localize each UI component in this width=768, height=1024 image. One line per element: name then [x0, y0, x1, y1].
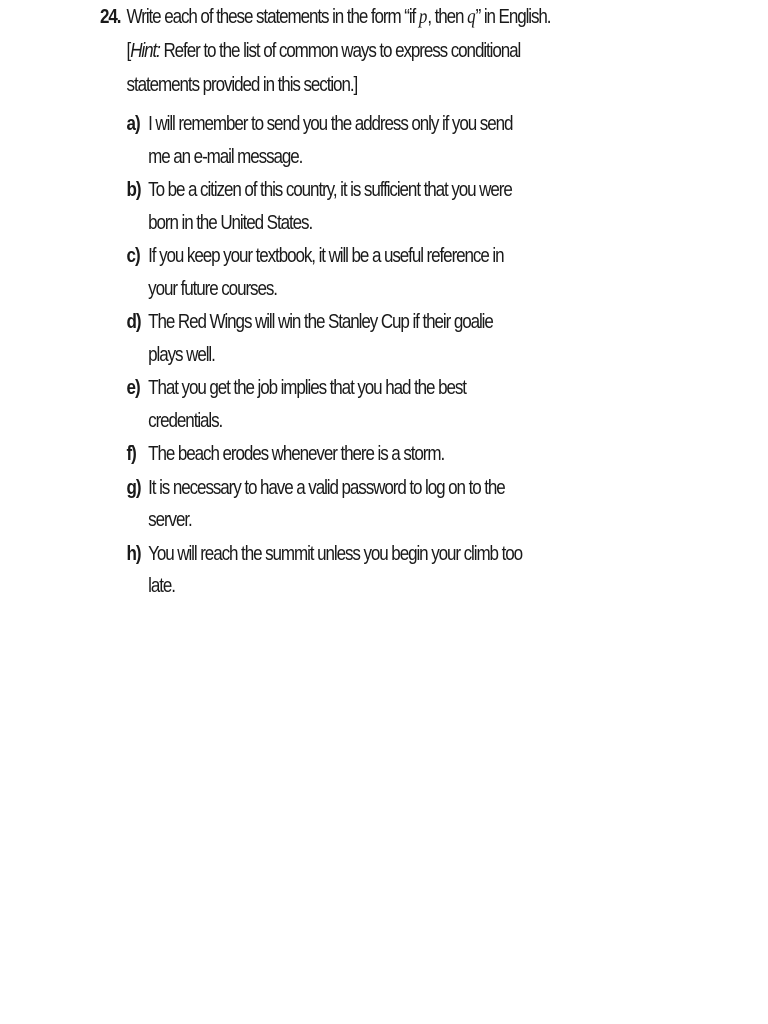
list-item: [100, 472, 527, 537]
item-label: e): [126, 376, 140, 399]
list-item: [100, 174, 527, 239]
stem-text-quote-close: ” in English. [: [126, 5, 551, 62]
item-text: The beach erodes whenever there is a storm.: [148, 442, 445, 465]
variable-q: q: [467, 6, 476, 28]
item-label: h): [126, 541, 141, 565]
item-label: f): [126, 442, 136, 465]
statement-list: [100, 108, 540, 603]
exercise-stem: [100, 0, 558, 102]
item-label: c): [126, 244, 140, 267]
item-label: b): [126, 178, 141, 201]
hint-label: Hint:: [130, 39, 160, 62]
item-text: If you keep your textbook, it will be a useful reference in your future courses.: [148, 244, 504, 300]
item-text: I will remember to send you the address only if you send me an e-mail message.: [148, 112, 513, 168]
stem-text-comma: , then: [427, 5, 468, 28]
variable-p: p: [418, 6, 428, 28]
item-text: The Red Wings will win the Stanley Cup if their goalie plays well.: [148, 310, 493, 366]
stem-text-end: Refer to the list of common ways to express conditional statements provided in this section.]: [126, 39, 521, 96]
exercise-24: [100, 0, 551, 604]
item-text: It is necessary to have a valid password to log on to the server.: [148, 475, 505, 531]
exercise-number: 24.: [100, 5, 121, 28]
item-text: That you get the job implies that you had the best credentials.: [148, 376, 466, 432]
item-label: a): [126, 112, 140, 135]
item-text: To be a citizen of this country, it is sufficient that you were born in the United States.: [148, 178, 512, 234]
stem-text-start: Write each of these statements in the form “if: [126, 5, 419, 28]
list-item: [100, 372, 527, 437]
item-label: g): [126, 475, 141, 499]
list-item: [100, 538, 527, 603]
list-item: [100, 108, 527, 173]
list-item: [100, 306, 527, 371]
item-label: d): [126, 310, 141, 333]
list-item: [100, 438, 527, 471]
list-item: [100, 240, 527, 305]
item-text: You will reach the summit unless you begin your climb too late.: [148, 541, 523, 597]
